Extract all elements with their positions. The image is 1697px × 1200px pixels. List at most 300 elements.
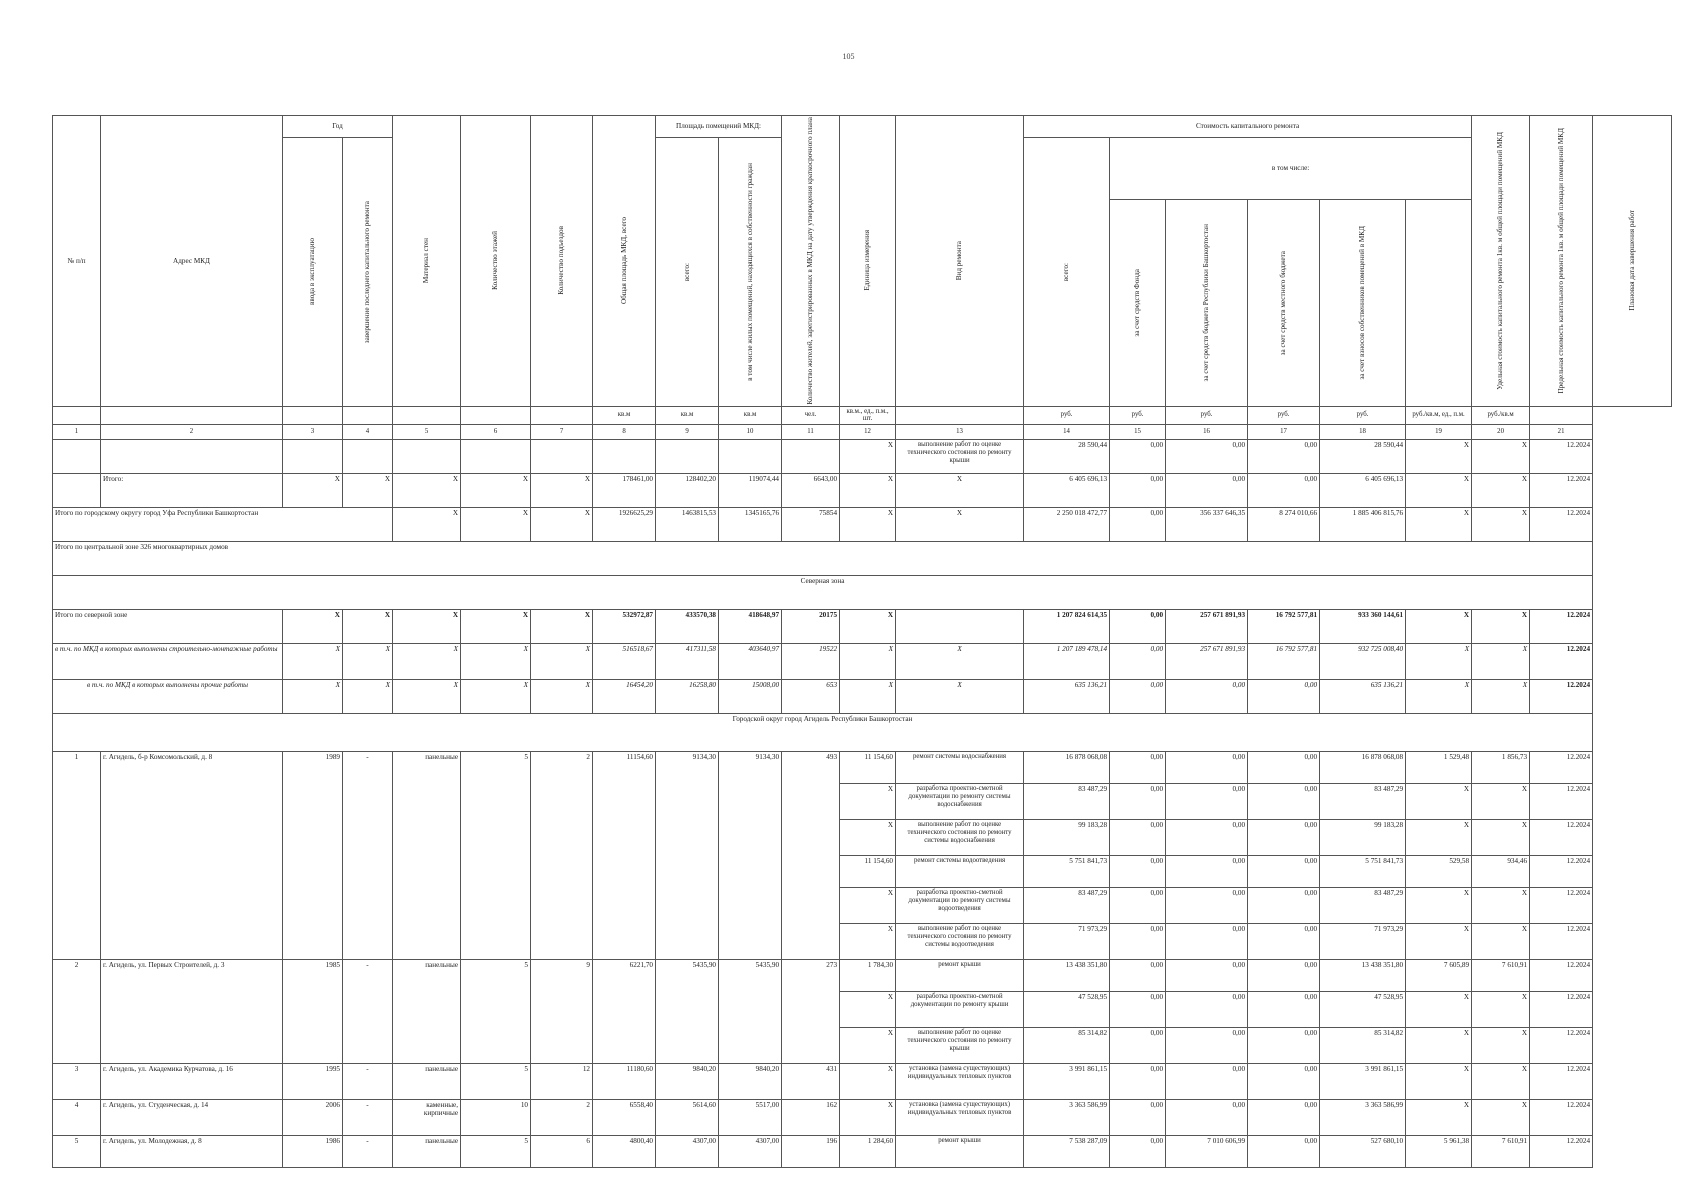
- work-type-cell: ремонт системы водоснабжения: [896, 752, 1024, 784]
- cost-republic-cell: 0,00: [1166, 1100, 1248, 1136]
- limit-cost-cell: X: [1472, 784, 1530, 820]
- total-area-cell: 532972,87: [593, 610, 656, 644]
- unit-cell: чел.: [782, 406, 840, 425]
- limit-cost-cell: 7 610,91: [1472, 1136, 1530, 1168]
- cost-fund-cell: 0,00: [1110, 610, 1166, 644]
- address-cell: г. Агидель, ул. Студенческая, д. 14: [101, 1100, 283, 1136]
- cost-fund-cell: 0,00: [1110, 1028, 1166, 1064]
- x-mark: X: [531, 508, 593, 542]
- header-limit-cost: Предельная стоимость капитального ремонта 1кв. м общей площади помещений МКД: [1556, 127, 1565, 394]
- plan-date-cell: 12.2024: [1530, 644, 1593, 680]
- row-number-cell: 3: [53, 1064, 101, 1100]
- work-type-cell: ремонт системы водоотведения: [896, 856, 1024, 888]
- cost-local-cell: 0,00: [1248, 474, 1320, 508]
- row-number-cell: 2: [53, 960, 101, 1064]
- work-type-cell: установка (замена существующих) индивидуальных тепловых пунктов: [896, 1100, 1024, 1136]
- cost-republic-cell: 0,00: [1166, 680, 1248, 714]
- x-mark: X: [461, 508, 531, 542]
- central-zone-row: [53, 542, 1672, 576]
- cost-total-cell: 2 250 018 472,77: [1024, 508, 1110, 542]
- header-year-commission: ввода в эксплуатацию: [308, 238, 317, 306]
- header-year-last-repair: завершение последнего капитального ремонта: [363, 200, 372, 343]
- x-mark: X: [1472, 680, 1530, 714]
- agidel-band: [53, 714, 1672, 752]
- unit-cost-cell: X: [1406, 924, 1472, 960]
- cost-total-cell: 13 438 351,80: [1024, 960, 1110, 992]
- unit-cell: руб.: [1024, 406, 1110, 425]
- header-wall-material: Материал стен: [422, 238, 431, 284]
- cost-local-cell: 0,00: [1248, 1136, 1320, 1168]
- cost-republic-cell: 0,00: [1166, 888, 1248, 924]
- area-all-cell: 9840,20: [656, 1064, 719, 1100]
- cost-total-cell: 3 363 586,99: [1024, 1100, 1110, 1136]
- north-total-row: [53, 610, 1672, 644]
- column-index-cell: 12: [840, 425, 896, 440]
- unit-cost-cell: X: [1406, 1064, 1472, 1100]
- unit-cell: X: [840, 1064, 896, 1100]
- work-type-cell: выполнение работ по оценке технического состояния по ремонту крыши: [896, 440, 1024, 474]
- cost-owners-cell: 6 405 696,13: [1320, 474, 1406, 508]
- cost-fund-cell: 0,00: [1110, 888, 1166, 924]
- limit-cost-cell: X: [1472, 1028, 1530, 1064]
- x-mark: X: [531, 644, 593, 680]
- x-mark: X: [1406, 644, 1472, 680]
- limit-cost-cell: X: [1472, 440, 1530, 474]
- residents-cell: 653: [782, 680, 840, 714]
- residents-cell: 196: [782, 1136, 840, 1168]
- x-mark: X: [531, 610, 593, 644]
- cost-local-cell: 0,00: [1248, 1100, 1320, 1136]
- area-living-cell: 15008,00: [719, 680, 782, 714]
- cost-total-cell: 71 973,29: [1024, 924, 1110, 960]
- year-last-repair-cell: -: [343, 1064, 393, 1100]
- header-cost-local: за счет средств местного бюджета: [1279, 250, 1288, 355]
- plan-date-cell: 12.2024: [1530, 1028, 1593, 1064]
- unit-cell: кв.м: [656, 406, 719, 425]
- work-type-cell: разработка проектно-сметной документации по ремонту системы водоотведения: [896, 888, 1024, 924]
- x-mark: X: [461, 474, 531, 508]
- column-index-cell: 7: [531, 425, 593, 440]
- cost-republic-cell: 7 010 606,99: [1166, 1136, 1248, 1168]
- column-index-cell: 15: [1110, 425, 1166, 440]
- unit-cost-cell: 529,58: [1406, 856, 1472, 888]
- x-mark: X: [840, 474, 896, 508]
- year-last-repair-cell: -: [343, 1136, 393, 1168]
- cost-republic-cell: 0,00: [1166, 992, 1248, 1028]
- cost-fund-cell: 0,00: [1110, 992, 1166, 1028]
- area-living-cell: 1345165,76: [719, 508, 782, 542]
- cost-owners-cell: 635 136,21: [1320, 680, 1406, 714]
- area-living-cell: 119074,44: [719, 474, 782, 508]
- cost-owners-cell: 1 885 406 815,76: [1320, 508, 1406, 542]
- total-ufa-row: [53, 508, 1672, 542]
- unit-cell: руб./кв.м: [1472, 406, 1530, 425]
- header-cost-owners: за счет взносов собственников помещений в МКД: [1358, 226, 1367, 380]
- cost-local-cell: 16 792 577,81: [1248, 610, 1320, 644]
- cost-fund-cell: 0,00: [1110, 820, 1166, 856]
- header-entrances: Количество подъездов: [557, 226, 566, 296]
- residents-cell: 162: [782, 1100, 840, 1136]
- entrances-cell: 2: [531, 752, 593, 960]
- unit-cost-cell: X: [1406, 1100, 1472, 1136]
- x-mark: X: [283, 474, 343, 508]
- x-mark: X: [343, 680, 393, 714]
- row-number-cell: 1: [53, 752, 101, 960]
- cost-republic-cell: 0,00: [1166, 960, 1248, 992]
- x-mark: X: [393, 644, 461, 680]
- x-mark: X: [1406, 680, 1472, 714]
- wall-material-cell: панельные: [393, 752, 461, 960]
- unit-cell: руб.: [1248, 406, 1320, 425]
- area-all-cell: 1463815,53: [656, 508, 719, 542]
- cost-owners-cell: 527 680,10: [1320, 1136, 1406, 1168]
- cost-total-cell: 83 487,29: [1024, 888, 1110, 924]
- plan-date-cell: 12.2024: [1530, 474, 1593, 508]
- cost-owners-cell: 47 528,95: [1320, 992, 1406, 1028]
- subtotal-row: [53, 474, 1672, 508]
- table-row: [53, 1064, 1672, 1100]
- cost-owners-cell: 13 438 351,80: [1320, 960, 1406, 992]
- cost-fund-cell: 0,00: [1110, 752, 1166, 784]
- cost-republic-cell: 0,00: [1166, 1028, 1248, 1064]
- work-type-cell: ремонт крыши: [896, 960, 1024, 992]
- plan-date-cell: 12.2024: [1530, 610, 1593, 644]
- x-mark: X: [393, 508, 461, 542]
- cost-fund-cell: 0,00: [1110, 1136, 1166, 1168]
- column-index-cell: 20: [1472, 425, 1530, 440]
- floors-cell: 5: [461, 1064, 531, 1100]
- limit-cost-cell: X: [1472, 992, 1530, 1028]
- cost-local-cell: 0,00: [1248, 992, 1320, 1028]
- cost-total-cell: 83 487,29: [1024, 784, 1110, 820]
- plan-date-cell: 12.2024: [1530, 820, 1593, 856]
- x-mark: X: [343, 610, 393, 644]
- cost-fund-cell: 0,00: [1110, 508, 1166, 542]
- cost-owners-cell: 85 314,82: [1320, 1028, 1406, 1064]
- header-cost-republic: за счет средств бюджета Республики Башкортостан: [1202, 224, 1211, 382]
- column-index-cell: 9: [656, 425, 719, 440]
- cost-total-cell: 28 590,44: [1024, 440, 1110, 474]
- area-all-cell: 5614,60: [656, 1100, 719, 1136]
- work-type-cell: выполнение работ по оценке технического состояния по ремонту системы водоснабжения: [896, 820, 1024, 856]
- floors-cell: 5: [461, 960, 531, 1064]
- x-mark: X: [896, 680, 1024, 714]
- cost-republic-cell: 257 671 891,93: [1166, 644, 1248, 680]
- cost-owners-cell: 3 991 861,15: [1320, 1064, 1406, 1100]
- x-mark: X: [1472, 474, 1530, 508]
- north-other-label: в т.ч. по МКД в которых выполнены прочие работы: [53, 680, 283, 714]
- area-living-cell: 9134,30: [719, 752, 782, 960]
- cost-fund-cell: 0,00: [1110, 1100, 1166, 1136]
- area-living-cell: 5517,00: [719, 1100, 782, 1136]
- total-area-cell: 4800,40: [593, 1136, 656, 1168]
- limit-cost-cell: X: [1472, 1064, 1530, 1100]
- cost-local-cell: 0,00: [1248, 440, 1320, 474]
- cost-total-cell: 635 136,21: [1024, 680, 1110, 714]
- north-smr-label: в т.ч. по МКД в которых выполнены строительно-монтажные работы: [53, 644, 283, 680]
- area-living-cell: 418648,97: [719, 610, 782, 644]
- total-area-cell: 16454,20: [593, 680, 656, 714]
- area-living-cell: 9840,20: [719, 1064, 782, 1100]
- residents-cell: 431: [782, 1064, 840, 1100]
- cost-total-cell: 85 314,82: [1024, 1028, 1110, 1064]
- header-unit-measure: Единица измерения: [863, 230, 872, 292]
- unit-cell: кв.м: [593, 406, 656, 425]
- cost-fund-cell: 0,00: [1110, 644, 1166, 680]
- unit-cell: X: [840, 1100, 896, 1136]
- limit-cost-cell: X: [1472, 888, 1530, 924]
- subtotal-label: Итого:: [101, 474, 283, 508]
- area-living-cell: 4307,00: [719, 1136, 782, 1168]
- residents-cell: 493: [782, 752, 840, 960]
- total-area-cell: 516518,67: [593, 644, 656, 680]
- cost-total-cell: 16 878 068,08: [1024, 752, 1110, 784]
- x-mark: X: [461, 644, 531, 680]
- page-number: 105: [842, 52, 855, 61]
- work-type-cell: разработка проектно-сметной документации по ремонту системы водоснабжения: [896, 784, 1024, 820]
- central-zone-label: Итого по центральной зоне 326 многоквартирных домов: [53, 542, 1593, 576]
- north-total-label: Итого по северной зоне: [53, 610, 283, 644]
- unit-cost-cell: X: [1406, 820, 1472, 856]
- table-row: [53, 1136, 1672, 1168]
- wall-material-cell: панельные: [393, 1136, 461, 1168]
- cost-republic-cell: 257 671 891,93: [1166, 610, 1248, 644]
- unit-cost-cell: X: [1406, 440, 1472, 474]
- residents-cell: 273: [782, 960, 840, 1064]
- cost-total-cell: 1 207 824 614,35: [1024, 610, 1110, 644]
- row-number-cell: 4: [53, 1100, 101, 1136]
- cost-owners-cell: 71 973,29: [1320, 924, 1406, 960]
- column-index-cell: 5: [393, 425, 461, 440]
- cost-fund-cell: 0,00: [1110, 474, 1166, 508]
- unit-cell: 1 284,60: [840, 1136, 896, 1168]
- total-area-cell: 6221,70: [593, 960, 656, 1064]
- wall-material-cell: каменные, кирпичные: [393, 1100, 461, 1136]
- cost-local-cell: 0,00: [1248, 680, 1320, 714]
- north-other-row: [53, 680, 1672, 714]
- cost-republic-cell: 0,00: [1166, 752, 1248, 784]
- cost-republic-cell: 356 337 646,35: [1166, 508, 1248, 542]
- column-index-cell: 14: [1024, 425, 1110, 440]
- unit-cost-cell: 1 529,48: [1406, 752, 1472, 784]
- plan-date-cell: 12.2024: [1530, 960, 1593, 992]
- column-index-cell: 4: [343, 425, 393, 440]
- column-index-cell: 11: [782, 425, 840, 440]
- area-all-cell: 4307,00: [656, 1136, 719, 1168]
- year-commission-cell: 1995: [283, 1064, 343, 1100]
- cost-republic-cell: 0,00: [1166, 474, 1248, 508]
- x-mark: X: [1406, 610, 1472, 644]
- cost-owners-cell: 28 590,44: [1320, 440, 1406, 474]
- unit-cell: X: [840, 1028, 896, 1064]
- x-mark: X: [1472, 610, 1530, 644]
- plan-date-cell: 12.2024: [1530, 1136, 1593, 1168]
- header-total-area: Общая площадь МКД, всего: [619, 217, 628, 305]
- area-all-cell: 5435,90: [656, 960, 719, 1064]
- x-mark: X: [1472, 508, 1530, 542]
- plan-date-cell: 12.2024: [1530, 924, 1593, 960]
- header-year-group: Год: [283, 116, 393, 138]
- unit-cost-cell: X: [1406, 784, 1472, 820]
- unit-cell: руб.: [1166, 406, 1248, 425]
- x-mark: X: [283, 610, 343, 644]
- unit-cell: руб./кв.м, ед., п.м.: [1406, 406, 1472, 425]
- cost-total-cell: 6 405 696,13: [1024, 474, 1110, 508]
- address-cell: г. Агидель, б-р Комсомольский, д. 8: [101, 752, 283, 960]
- cost-fund-cell: 0,00: [1110, 440, 1166, 474]
- total-area-cell: 11154,60: [593, 752, 656, 960]
- address-cell: г. Агидель, ул. Молодежная, д. 8: [101, 1136, 283, 1168]
- total-area-cell: 6558,40: [593, 1100, 656, 1136]
- entrances-cell: 2: [531, 1100, 593, 1136]
- cost-owners-cell: 932 725 008,40: [1320, 644, 1406, 680]
- unit-cell: кв.м: [719, 406, 782, 425]
- cost-local-cell: 0,00: [1248, 784, 1320, 820]
- unit-cost-cell: 5 961,38: [1406, 1136, 1472, 1168]
- year-commission-cell: 1986: [283, 1136, 343, 1168]
- year-commission-cell: 1989: [283, 752, 343, 960]
- table-row: [53, 960, 1672, 992]
- entrances-cell: 9: [531, 960, 593, 1064]
- cost-local-cell: 16 792 577,81: [1248, 644, 1320, 680]
- cost-local-cell: 0,00: [1248, 1064, 1320, 1100]
- work-type-cell: выполнение работ по оценке технического состояния по ремонту системы водоотведения: [896, 924, 1024, 960]
- year-commission-cell: 1985: [283, 960, 343, 1064]
- area-living-cell: 403640,97: [719, 644, 782, 680]
- cost-fund-cell: 0,00: [1110, 924, 1166, 960]
- header-area-living: в том числе жилых помещений, находящихся в собственности граждан: [745, 162, 754, 381]
- work-type-cell: разработка проектно-сметной документации по ремонту крыши: [896, 992, 1024, 1028]
- year-last-repair-cell: -: [343, 1100, 393, 1136]
- column-index-cell: 3: [283, 425, 343, 440]
- year-last-repair-cell: -: [343, 752, 393, 960]
- plan-date-cell: 12.2024: [1530, 784, 1593, 820]
- x-mark: X: [840, 644, 896, 680]
- unit-cell: руб.: [1110, 406, 1166, 425]
- x-mark: X: [840, 680, 896, 714]
- x-mark: X: [393, 610, 461, 644]
- work-type-cell: ремонт крыши: [896, 1136, 1024, 1168]
- area-all-cell: 128402,20: [656, 474, 719, 508]
- cost-republic-cell: 0,00: [1166, 856, 1248, 888]
- wall-material-cell: панельные: [393, 960, 461, 1064]
- capital-repair-table-container: [52, 115, 1672, 1168]
- header-num: № п/п: [53, 116, 101, 407]
- address-cell: г. Агидель, ул. Академика Курчатова, д. 16: [101, 1064, 283, 1100]
- area-all-cell: 9134,30: [656, 752, 719, 960]
- row-number-cell: 5: [53, 1136, 101, 1168]
- total-area-cell: 1926625,29: [593, 508, 656, 542]
- cost-owners-cell: 83 487,29: [1320, 784, 1406, 820]
- column-index-cell: 13: [896, 425, 1024, 440]
- cost-owners-cell: 83 487,29: [1320, 888, 1406, 924]
- cost-republic-cell: 0,00: [1166, 440, 1248, 474]
- x-mark: X: [896, 644, 1024, 680]
- table-row: [53, 440, 1672, 474]
- cost-owners-cell: 99 183,28: [1320, 820, 1406, 856]
- cost-fund-cell: 0,00: [1110, 960, 1166, 992]
- header-incl: в том числе:: [1110, 138, 1472, 200]
- plan-date-cell: 12.2024: [1530, 440, 1593, 474]
- header-address: Адрес МКД: [101, 116, 283, 407]
- north-smr-row: [53, 644, 1672, 680]
- x-mark: X: [896, 474, 1024, 508]
- x-mark: X: [531, 680, 593, 714]
- cost-local-cell: 0,00: [1248, 888, 1320, 924]
- cost-total-cell: 1 207 189 478,14: [1024, 644, 1110, 680]
- unit-cell: X: [840, 820, 896, 856]
- cost-total-cell: 7 538 287,09: [1024, 1136, 1110, 1168]
- column-index-cell: 8: [593, 425, 656, 440]
- cost-owners-cell: 16 878 068,08: [1320, 752, 1406, 784]
- year-last-repair-cell: -: [343, 960, 393, 1064]
- x-mark: X: [1406, 508, 1472, 542]
- x-mark: X: [393, 680, 461, 714]
- plan-date-cell: 12.2024: [1530, 508, 1593, 542]
- agidel-band-label: Городской округ город Агидель Республики Башкортостан: [53, 714, 1593, 752]
- area-living-cell: 5435,90: [719, 960, 782, 1064]
- cost-total-cell: 47 528,95: [1024, 992, 1110, 1028]
- limit-cost-cell: 934,46: [1472, 856, 1530, 888]
- work-type-cell: выполнение работ по оценке технического состояния по ремонту крыши: [896, 1028, 1024, 1064]
- limit-cost-cell: X: [1472, 1100, 1530, 1136]
- capital-repair-table: [52, 115, 1672, 1168]
- x-mark: X: [840, 610, 896, 644]
- header-floors: Количество этажей: [491, 231, 500, 291]
- unit-cost-cell: 7 605,89: [1406, 960, 1472, 992]
- cost-owners-cell: 933 360 144,61: [1320, 610, 1406, 644]
- cost-fund-cell: 0,00: [1110, 1064, 1166, 1100]
- total-ufa-label: Итого по городскому округу город Уфа Республики Башкортостан: [53, 508, 393, 542]
- cost-total-cell: 5 751 841,73: [1024, 856, 1110, 888]
- header-area-group: Площадь помещений МКД:: [656, 116, 782, 138]
- unit-cost-cell: X: [1406, 1028, 1472, 1064]
- plan-date-cell: 12.2024: [1530, 856, 1593, 888]
- residents-cell: 75854: [782, 508, 840, 542]
- header-cost-fund: за счет средств Фонда: [1133, 269, 1142, 337]
- unit-cell: X: [840, 888, 896, 924]
- unit-cost-cell: X: [1406, 888, 1472, 924]
- x-mark: X: [896, 508, 1024, 542]
- cost-republic-cell: 0,00: [1166, 1064, 1248, 1100]
- unit-cell: кв.м., ед., п.м., шт.: [840, 406, 896, 425]
- cost-owners-cell: 3 363 586,99: [1320, 1100, 1406, 1136]
- cost-total-cell: 99 183,28: [1024, 820, 1110, 856]
- x-mark: X: [343, 644, 393, 680]
- x-mark: X: [283, 644, 343, 680]
- cost-local-cell: 0,00: [1248, 752, 1320, 784]
- column-index-cell: 16: [1166, 425, 1248, 440]
- header-unit-cost: Удельная стоимость капитального ремонта 1кв. м общей площади помещений МКД: [1496, 131, 1505, 390]
- header-area-all: всего:: [682, 262, 691, 281]
- cost-fund-cell: 0,00: [1110, 784, 1166, 820]
- cost-local-cell: 0,00: [1248, 1028, 1320, 1064]
- limit-cost-cell: 1 856,73: [1472, 752, 1530, 784]
- cost-republic-cell: 0,00: [1166, 784, 1248, 820]
- cost-local-cell: 0,00: [1248, 856, 1320, 888]
- year-commission-cell: 2006: [283, 1100, 343, 1136]
- unit-cell: X: [840, 784, 896, 820]
- column-index-cell: 10: [719, 425, 782, 440]
- plan-date-cell: 12.2024: [1530, 992, 1593, 1028]
- units-row: [53, 406, 1672, 425]
- column-index-cell: 1: [53, 425, 101, 440]
- limit-cost-cell: X: [1472, 924, 1530, 960]
- floors-cell: 5: [461, 1136, 531, 1168]
- residents-cell: 20175: [782, 610, 840, 644]
- column-index-cell: 18: [1320, 425, 1406, 440]
- x-mark: X: [461, 680, 531, 714]
